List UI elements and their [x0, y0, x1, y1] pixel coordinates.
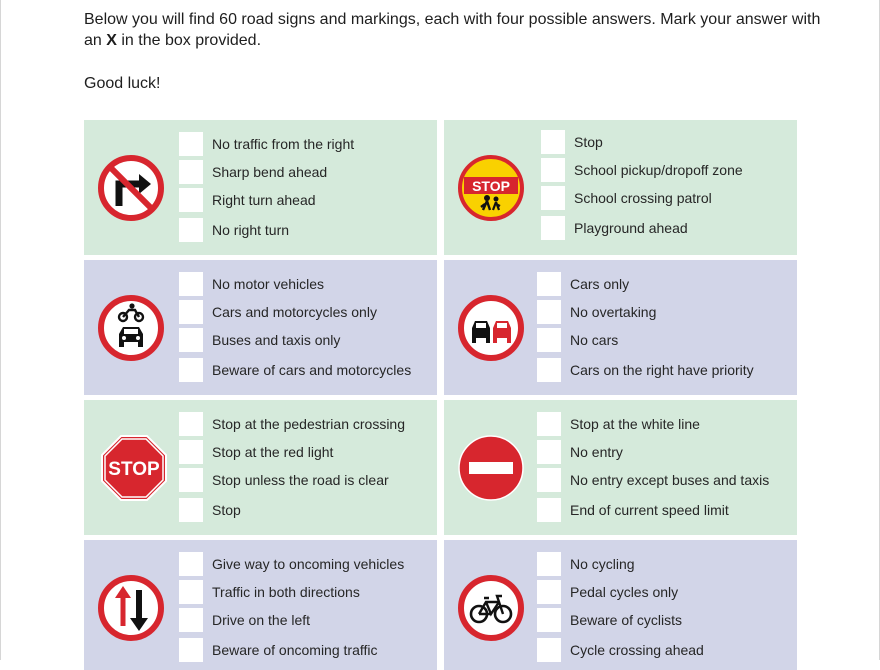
- answer-box[interactable]: [537, 272, 561, 296]
- answer-label: Cars on the right have priority: [570, 362, 754, 378]
- give-way-oncoming-icon: [97, 574, 165, 642]
- answer-option: [179, 580, 435, 606]
- no-entry-icon: [457, 434, 525, 502]
- answer-option: [537, 498, 793, 524]
- answer-label: Cycle crossing ahead: [570, 642, 704, 658]
- answer-box[interactable]: [537, 468, 561, 492]
- answer-box[interactable]: [179, 580, 203, 604]
- answer-box[interactable]: [179, 552, 203, 576]
- answer-box[interactable]: [537, 498, 561, 522]
- question-card-4: [444, 260, 797, 395]
- answer-option: [537, 440, 793, 466]
- no-motor-vehicles-icon: [97, 294, 165, 362]
- answer-box[interactable]: [179, 188, 203, 212]
- answer-box[interactable]: [537, 552, 561, 576]
- answer-label: Stop: [574, 134, 603, 150]
- answer-label: Pedal cycles only: [570, 584, 679, 600]
- answer-option: [179, 552, 435, 578]
- answer-label: Stop unless the road is clear: [212, 472, 389, 488]
- answer-option: [537, 300, 793, 326]
- instructions-text: [84, 9, 824, 51]
- answer-box[interactable]: [179, 132, 203, 156]
- answer-option: [179, 440, 435, 466]
- answer-box[interactable]: [537, 300, 561, 324]
- good-luck-text: Good luck!: [84, 75, 161, 92]
- answer-box[interactable]: [537, 328, 561, 352]
- school-sign-text: STOP: [472, 178, 510, 194]
- answer-option: [537, 638, 793, 664]
- answer-box[interactable]: [537, 412, 561, 436]
- answer-label: Cars only: [570, 276, 630, 292]
- answer-label: Give way to oncoming vehicles: [212, 556, 405, 572]
- no-cycling-icon: [457, 574, 525, 642]
- answer-label: Beware of cyclists: [570, 612, 683, 628]
- answer-label: Cars and motorcycles only: [212, 304, 377, 320]
- instructions-part: in the box provided.: [116, 32, 262, 49]
- answer-option: [541, 186, 797, 212]
- no-overtaking-icon: [457, 294, 525, 362]
- answer-option: [179, 218, 435, 244]
- answer-option: [537, 552, 793, 578]
- answer-box[interactable]: [179, 160, 203, 184]
- answer-label: School pickup/dropoff zone: [574, 162, 743, 178]
- answer-option: [541, 216, 797, 242]
- answer-box[interactable]: [541, 158, 565, 182]
- answer-label: End of current speed limit: [570, 502, 729, 518]
- answer-option: [179, 412, 435, 438]
- answer-box[interactable]: [179, 412, 203, 436]
- answer-option: [541, 158, 797, 184]
- answer-box[interactable]: [179, 608, 203, 632]
- answer-label: No right turn: [212, 222, 290, 238]
- question-card-2: [444, 120, 797, 255]
- answer-label: School crossing patrol: [574, 190, 712, 206]
- stop-sign-icon: [100, 434, 168, 502]
- answer-option: [537, 358, 793, 384]
- answer-label: Sharp bend ahead: [212, 164, 328, 180]
- answer-label: No entry: [570, 444, 623, 460]
- answer-box[interactable]: [537, 638, 561, 662]
- question-card-1: [84, 120, 437, 255]
- question-card-6: [444, 400, 797, 535]
- answer-option: [179, 188, 435, 214]
- answer-label: No overtaking: [570, 304, 657, 320]
- answer-option: [537, 412, 793, 438]
- answer-label: No cars: [570, 332, 619, 348]
- answer-label: Beware of oncoming traffic: [212, 642, 378, 658]
- answer-box[interactable]: [179, 440, 203, 464]
- answer-label: Stop at the white line: [570, 416, 700, 432]
- answer-option: [537, 580, 793, 606]
- answer-option: [179, 468, 435, 494]
- answer-option: [179, 608, 435, 634]
- school-crossing-patrol-icon: [457, 154, 525, 222]
- instructions-x: X: [106, 32, 117, 49]
- answer-box[interactable]: [179, 272, 203, 296]
- no-right-turn-icon: [97, 154, 165, 222]
- page-border-left: [0, 0, 1, 660]
- answer-option: [541, 130, 797, 156]
- answer-label: No traffic from the right: [212, 136, 355, 152]
- answer-label: Traffic in both directions: [212, 584, 360, 600]
- answer-box[interactable]: [179, 468, 203, 492]
- answer-box[interactable]: [541, 130, 565, 154]
- answer-label: Stop at the pedestrian crossing: [212, 416, 406, 432]
- answer-option: [179, 272, 435, 298]
- answer-box[interactable]: [537, 358, 561, 382]
- answer-box[interactable]: [537, 580, 561, 604]
- answer-label: Stop at the red light: [212, 444, 334, 460]
- answer-option: [179, 498, 435, 524]
- answer-box[interactable]: [179, 218, 203, 242]
- answer-label: Stop: [212, 502, 241, 518]
- question-card-7: [84, 540, 437, 670]
- answer-label: No motor vehicles: [212, 276, 325, 292]
- answer-box[interactable]: [537, 440, 561, 464]
- answer-label: Buses and taxis only: [212, 332, 341, 348]
- answer-box[interactable]: [179, 300, 203, 324]
- answer-option: [537, 468, 793, 494]
- stop-sign-text: STOP: [108, 459, 160, 480]
- answer-box[interactable]: [179, 358, 203, 382]
- answer-box[interactable]: [541, 216, 565, 240]
- question-card-5: [84, 400, 437, 535]
- answer-option: [179, 300, 435, 326]
- question-card-3: [84, 260, 437, 395]
- answer-box[interactable]: [179, 328, 203, 352]
- answer-label: Playground ahead: [574, 220, 688, 236]
- answer-option: [537, 608, 793, 634]
- answer-option: [179, 328, 435, 354]
- answer-box[interactable]: [179, 638, 203, 662]
- answer-option: [537, 272, 793, 298]
- question-card-8: [444, 540, 797, 670]
- answer-box[interactable]: [179, 498, 203, 522]
- answer-label: Drive on the left: [212, 612, 311, 628]
- answer-option: [537, 328, 793, 354]
- answer-option: [179, 132, 435, 158]
- answer-label: Right turn ahead: [212, 192, 316, 208]
- answer-option: [179, 638, 435, 664]
- answer-box[interactable]: [537, 608, 561, 632]
- answer-box[interactable]: [541, 186, 565, 210]
- answer-label: No entry except buses and taxis: [570, 472, 770, 488]
- answer-option: [179, 358, 435, 384]
- answer-label: Beware of cars and motorcycles: [212, 362, 412, 378]
- answer-label: No cycling: [570, 556, 635, 572]
- answer-option: [179, 160, 435, 186]
- instructions-part: Below you will find 60 road signs and markings, each with four possible answers. Mark your answer with an: [84, 11, 821, 49]
